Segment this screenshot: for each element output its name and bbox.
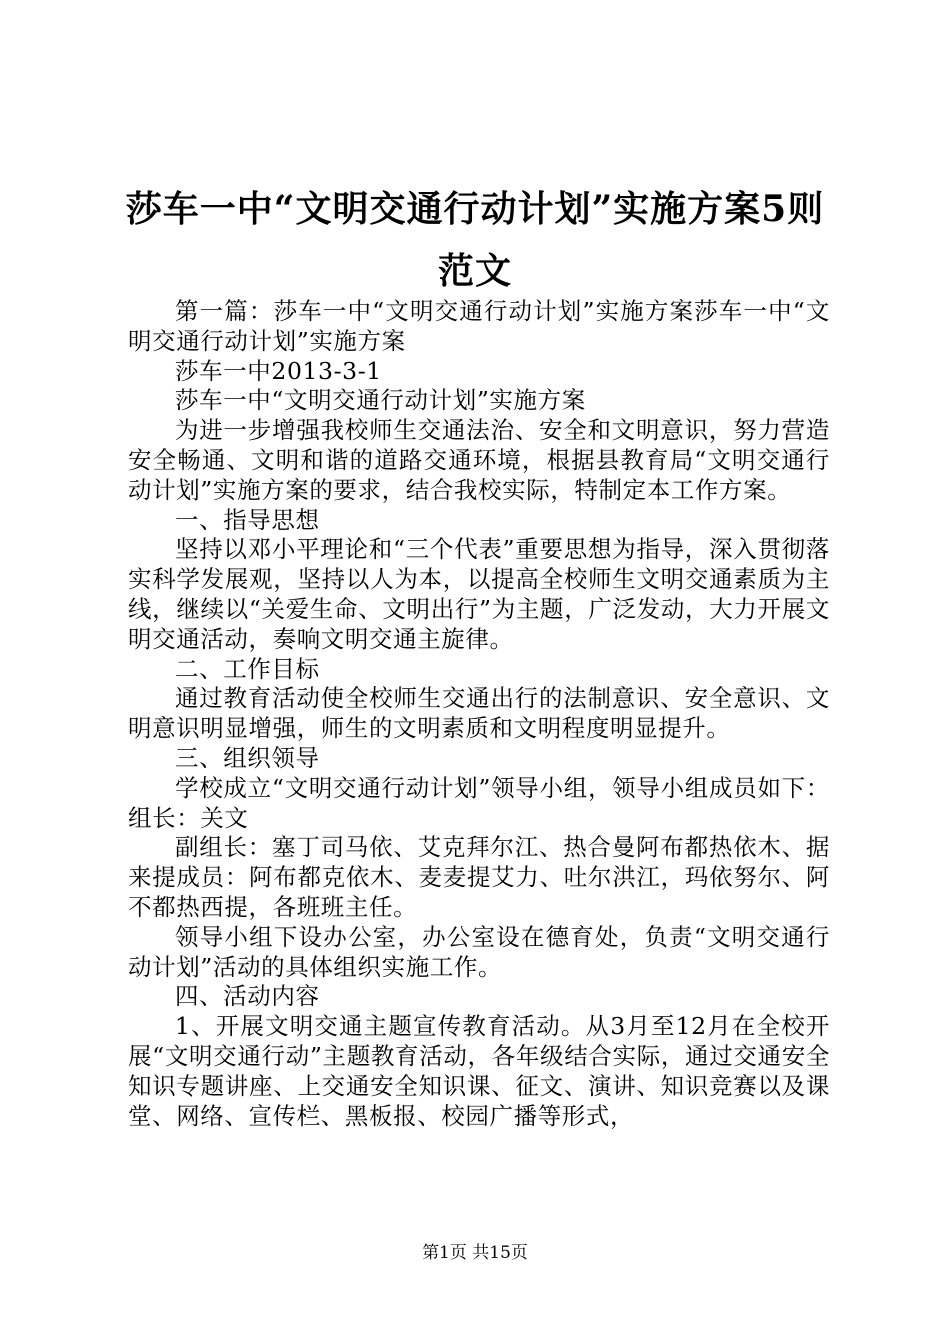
- paragraph: 为进一步增强我校师生交通法治、安全和文明意识，努力营造安全畅通、文明和谐的道路交通环境，根据县教育局“文明交通行动计划”实施方案的要求，结合我校实际，特制定本工作方案。: [128, 416, 830, 504]
- section-heading: 三、组织领导: [175, 743, 320, 772]
- paragraph: 莎车一中“文明交通行动计划”实施方案: [175, 386, 586, 415]
- section-heading: 一、指导思想: [175, 505, 320, 534]
- paragraph: 通过教育活动使全校师生交通出行的法制意识、安全意识、文明意识明显增强，师生的文明素质和文明程度明显提升。: [128, 684, 830, 743]
- paragraph: 坚持以邓小平理论和“三个代表”重要思想为指导，深入贯彻落实科学发展观，坚持以人为本，以提高全校师生文明交通素质为主线，继续以“关爱生命、文明出行”为主题，广泛发动，大力开展文明交通活动，奏响文明交通主旋律。: [128, 535, 830, 653]
- document-body: [128, 297, 830, 1131]
- section-heading: 二、工作目标: [175, 654, 320, 683]
- paragraph: 领导小组下设办公室，办公室设在德育处，负责“文明交通行动计划”活动的具体组织实施工作。: [128, 922, 830, 981]
- document-title: 莎车一中“文明交通行动计划”实施方案5则范文: [125, 188, 825, 292]
- section-heading: 四、活动内容: [175, 982, 320, 1011]
- paragraph: 第一篇：莎车一中“文明交通行动计划”实施方案莎车一中“文明交通行动计划”实施方案: [128, 297, 830, 355]
- paragraph: 学校成立“文明交通行动计划”领导小组，领导小组成员如下：组长：关文: [128, 773, 830, 832]
- paragraph: 莎车一中2013-3-1: [175, 356, 382, 385]
- paragraph: 1、开展文明交通主题宣传教育活动。从3月至12月在全校开展“文明交通行动”主题教育活动，各年级结合实际，通过交通安全知识专题讲座、上交通安全知识课、征文、演讲、知识竞赛以及课堂、网络、宣传栏、黑板报、校园广播等形式，: [128, 1012, 830, 1130]
- paragraph: 副组长：塞丁司马依、艾克拜尔江、热合曼阿布都热依木、据来提成员：阿布都克依木、麦麦提艾力、吐尔洪江，玛依努尔、阿不都热西提，各班班主任。: [128, 833, 830, 921]
- page-footer: 第1页 共15页: [422, 1243, 528, 1263]
